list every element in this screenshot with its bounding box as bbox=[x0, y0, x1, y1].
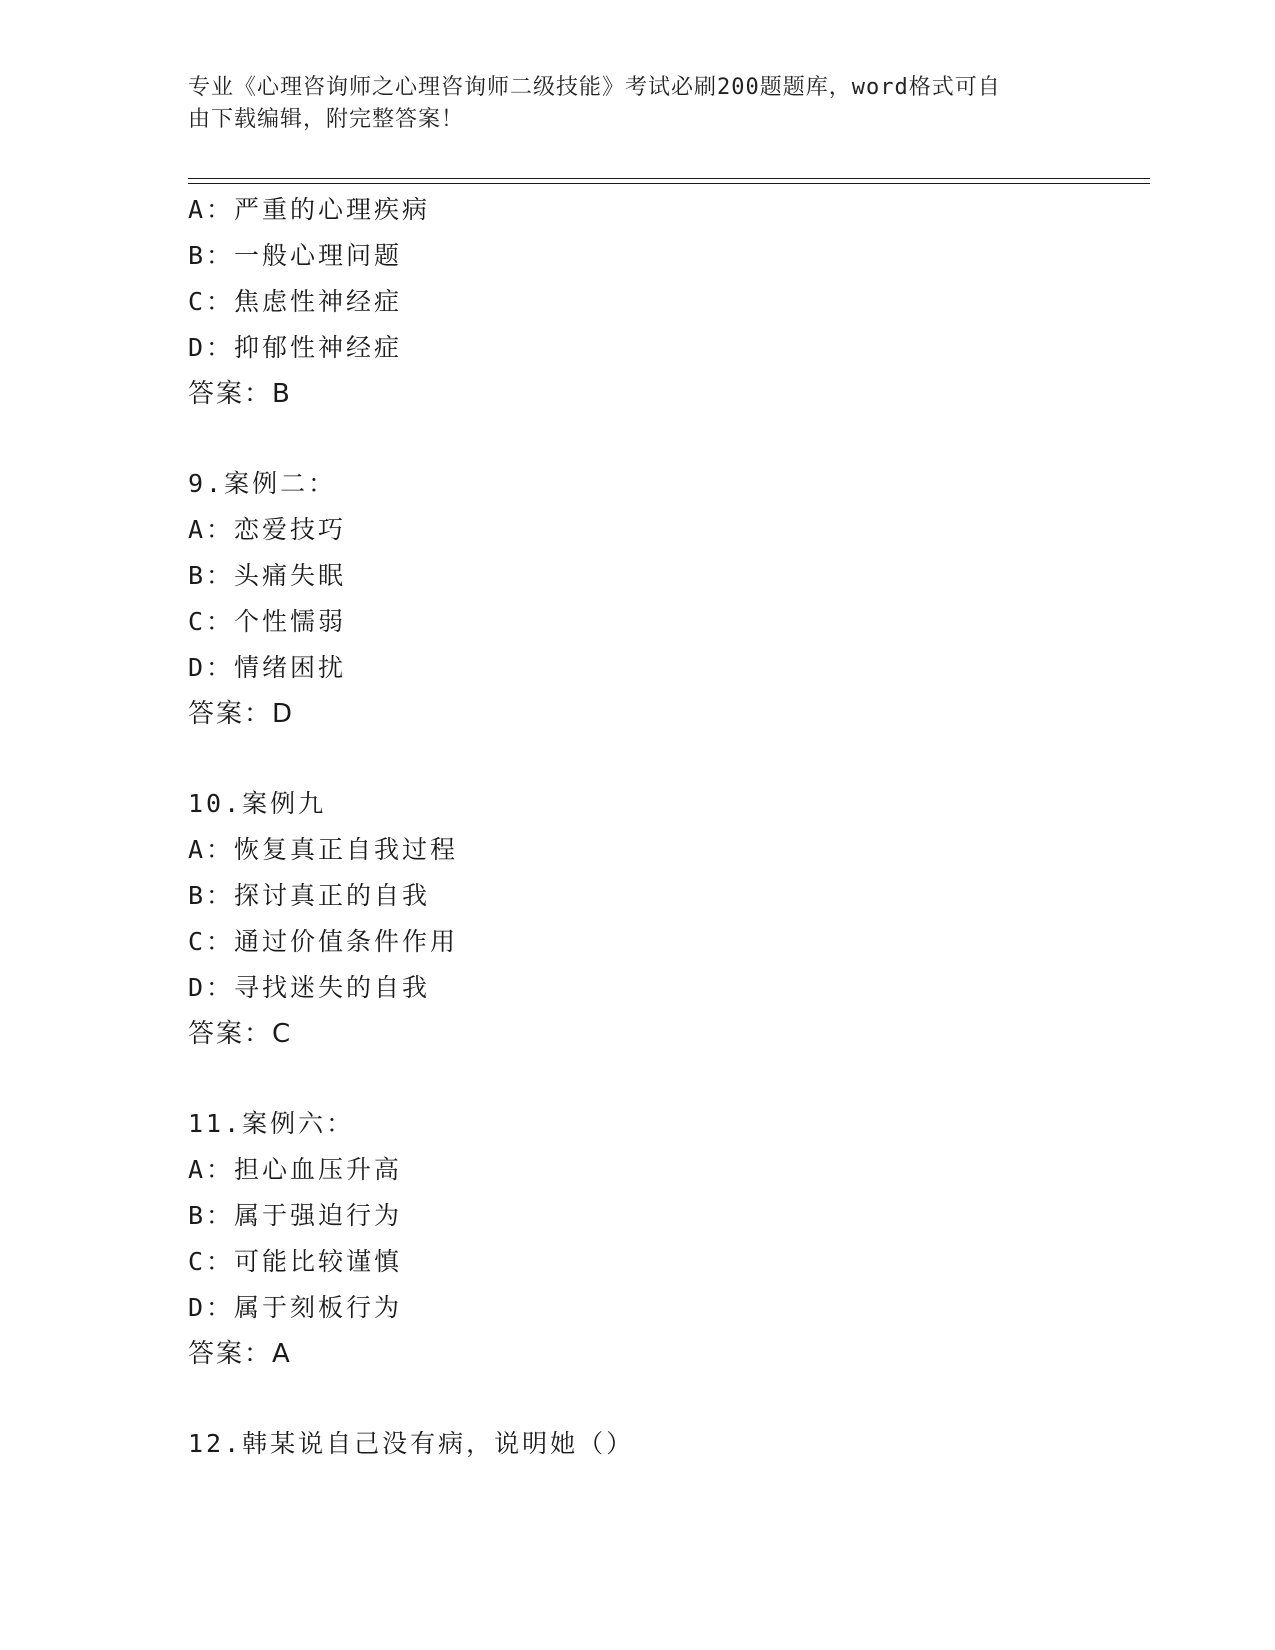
option-d: D：寻找迷失的自我 bbox=[188, 973, 431, 1002]
answer-line: 答案：C bbox=[188, 1019, 293, 1049]
question-stem: 10.案例九 bbox=[188, 789, 327, 818]
question-block-8-continued bbox=[188, 187, 1148, 417]
header-line-2: 由下载编辑，附完整答案！ bbox=[188, 107, 465, 132]
question-list bbox=[188, 187, 1148, 1467]
question-stem: 9.案例二： bbox=[188, 469, 337, 498]
spacer bbox=[188, 737, 1148, 781]
option-c: C：可能比较谨慎 bbox=[188, 1247, 403, 1276]
header-divider-bottom bbox=[188, 183, 1150, 184]
option-b: B：探讨真正的自我 bbox=[188, 881, 431, 910]
answer-line: 答案：B bbox=[188, 379, 292, 409]
question-stem: 11.案例六： bbox=[188, 1109, 355, 1138]
option-c: C：焦虑性神经症 bbox=[188, 287, 403, 316]
question-block-9 bbox=[188, 461, 1148, 737]
option-c: C：个性懦弱 bbox=[188, 607, 347, 636]
option-b: B：头痛失眠 bbox=[188, 561, 347, 590]
question-block-11 bbox=[188, 1101, 1148, 1377]
document-header bbox=[188, 72, 1068, 136]
spacer bbox=[188, 1057, 1148, 1101]
option-a: A：严重的心理疾病 bbox=[188, 195, 431, 224]
question-block-10 bbox=[188, 781, 1148, 1057]
answer-line: 答案：A bbox=[188, 1339, 292, 1369]
option-a: A：恢复真正自我过程 bbox=[188, 835, 459, 864]
option-d: D：抑郁性神经症 bbox=[188, 333, 403, 362]
option-a: A：恋爱技巧 bbox=[188, 515, 347, 544]
spacer bbox=[188, 417, 1148, 461]
option-d: D：属于刻板行为 bbox=[188, 1293, 403, 1322]
header-line-1: 专业《心理咨询师之心理咨询师二级技能》考试必刷200题题库，word格式可自 bbox=[188, 75, 1001, 100]
question-stem: 12.韩某说自己没有病，说明她（） bbox=[188, 1429, 635, 1458]
question-block-12 bbox=[188, 1421, 1148, 1467]
option-d: D：情绪困扰 bbox=[188, 653, 347, 682]
answer-line: 答案：D bbox=[188, 699, 295, 729]
option-b: B：一般心理问题 bbox=[188, 241, 403, 270]
option-b: B：属于强迫行为 bbox=[188, 1201, 403, 1230]
option-c: C：通过价值条件作用 bbox=[188, 927, 459, 956]
spacer bbox=[188, 1377, 1148, 1421]
header-divider-top bbox=[188, 178, 1150, 179]
option-a: A：担心血压升高 bbox=[188, 1155, 403, 1184]
